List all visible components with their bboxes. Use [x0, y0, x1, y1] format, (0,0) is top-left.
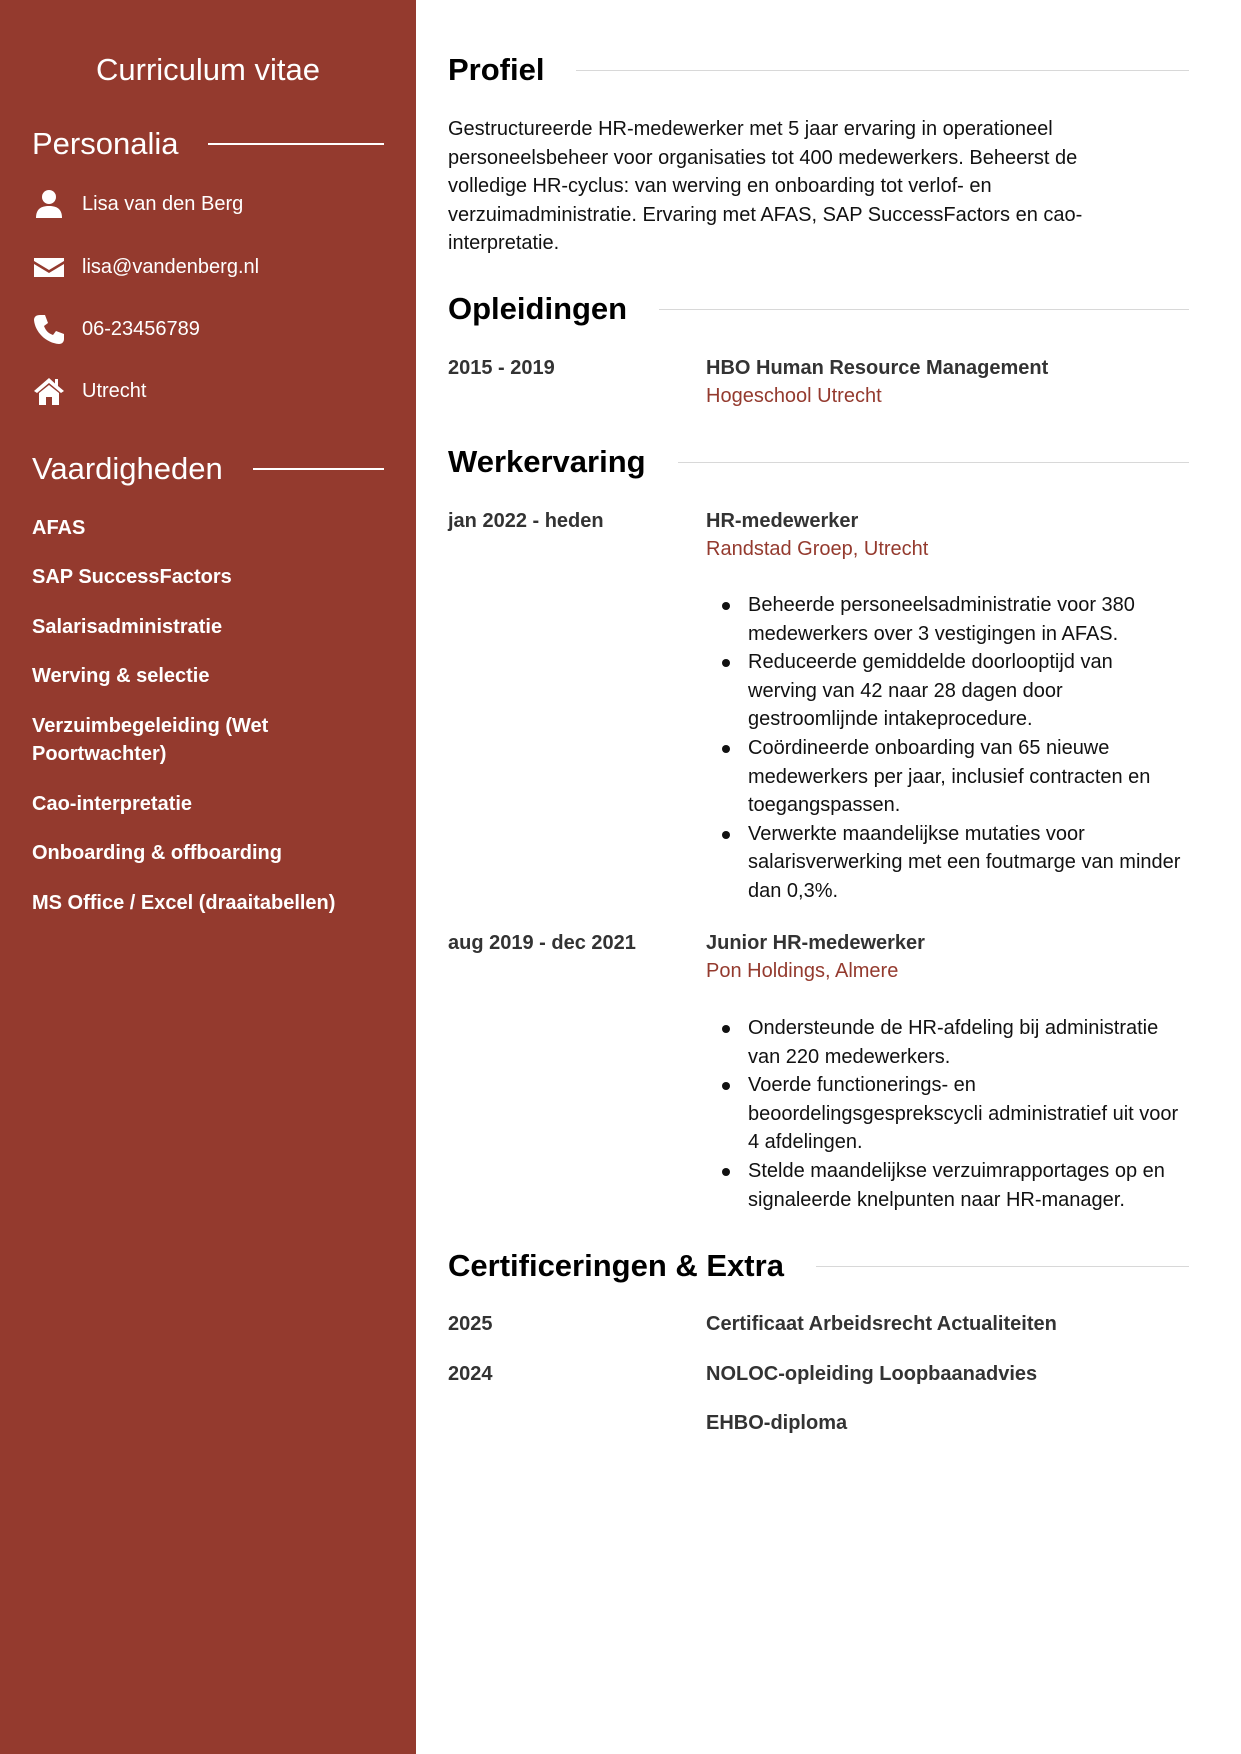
main-content — [416, 0, 1241, 1754]
education-institution: Hogeschool Utrecht — [706, 385, 882, 407]
contact-phone-text: 06-23456789 — [82, 317, 200, 340]
skill-item: Verzuimbegeleiding (Wet Poortwachter) — [32, 715, 269, 765]
list-item: Voerde functionerings- en beoordelingsgesprekscycli administratief uit voor 4 afdelingen. — [706, 1071, 1186, 1157]
divider — [678, 462, 1189, 463]
experience-heading — [448, 444, 1189, 480]
certification-year: 2024 — [448, 1363, 493, 1385]
skill-item: MS Office / Excel (draaitabellen) — [32, 892, 336, 914]
personalia-heading-label: Personalia — [32, 126, 179, 161]
job-bullets — [706, 1014, 1186, 1214]
job-bullets — [706, 591, 1186, 906]
education-heading — [448, 291, 1189, 327]
personalia-heading — [32, 126, 384, 162]
profile-heading-label: Profiel — [448, 52, 545, 87]
job-company: Randstad Groep, Utrecht — [706, 538, 929, 560]
education-period: 2015 - 2019 — [448, 357, 555, 379]
sidebar — [0, 0, 416, 1754]
contact-name-text: Lisa van den Berg — [82, 192, 244, 215]
contact-email-text: lisa@vandenberg.nl — [82, 255, 260, 278]
list-item: Verwerkte maandelijkse mutaties voor salarisverwerking met een foutmarge van minder dan 0,3%. — [706, 820, 1186, 906]
list-item: Coördineerde onboarding van 65 nieuwe medewerkers per jaar, inclusief contracten en toegangspassen. — [706, 734, 1186, 820]
profile-text: Gestructureerde HR-medewerker met 5 jaar ervaring in operationeel personeelsbeheer voor organisaties tot 400 medewerkers. Beheerst de volledige HR-cyclus: van werving en onboarding tot verlof- en verzuimadministratie. Ervaring met AFAS, SAP SuccessFactors en cao-interpretatie. — [448, 118, 1083, 254]
divider — [659, 309, 1189, 310]
experience-heading-label: Werkervaring — [448, 444, 646, 479]
user-icon — [32, 187, 66, 221]
skill-item: AFAS — [32, 517, 86, 539]
certification-title: NOLOC-opleiding Loopbaanadvies — [706, 1363, 1038, 1385]
phone-icon — [32, 312, 66, 346]
profile-heading — [448, 52, 1189, 88]
certification-title: EHBO-diploma — [706, 1412, 848, 1434]
list-item: Ondersteunde de HR-afdeling bij administratie van 220 medewerkers. — [706, 1014, 1186, 1071]
list-item: Reduceerde gemiddelde doorlooptijd van werving van 42 naar 28 dagen door gestroomlijnde intakeprocedure. — [706, 648, 1186, 734]
job-company: Pon Holdings, Almere — [706, 960, 899, 982]
skills-heading-label: Vaardigheden — [32, 451, 223, 486]
contact-email — [32, 250, 259, 284]
education-title: HBO Human Resource Management — [706, 357, 1049, 379]
envelope-icon — [32, 250, 66, 284]
job-period: jan 2022 - heden — [448, 510, 604, 532]
contact-city-text: Utrecht — [82, 379, 147, 402]
divider — [253, 468, 384, 470]
certifications-heading — [448, 1248, 1189, 1284]
skill-item: Cao-interpretatie — [32, 793, 193, 815]
divider — [816, 1266, 1189, 1267]
skill-item: Werving & selectie — [32, 665, 210, 687]
skill-item: SAP SuccessFactors — [32, 566, 232, 588]
job-title: HR-medewerker — [706, 510, 859, 532]
certifications-heading-label: Certificeringen & Extra — [448, 1248, 784, 1283]
certification-title: Certificaat Arbeidsrecht Actualiteiten — [706, 1313, 1057, 1335]
skill-item: Onboarding & offboarding — [32, 842, 282, 864]
divider — [576, 70, 1189, 71]
contact-name — [32, 187, 243, 221]
contact-phone — [32, 312, 200, 346]
certification-year: 2025 — [448, 1313, 493, 1335]
list-item: Stelde maandelijkse verzuimrapportages op en signaleerde knelpunten naar HR-manager. — [706, 1157, 1186, 1214]
skill-item: Salarisadministratie — [32, 616, 223, 638]
job-title: Junior HR-medewerker — [706, 932, 925, 954]
contact-city — [32, 374, 146, 408]
divider — [208, 143, 384, 145]
home-icon — [32, 374, 66, 408]
cv-title: Curriculum vitae — [96, 52, 320, 87]
education-heading-label: Opleidingen — [448, 291, 628, 326]
list-item: Beheerde personeelsadministratie voor 380 medewerkers over 3 vestigingen in AFAS. — [706, 591, 1186, 648]
job-period: aug 2019 - dec 2021 — [448, 932, 636, 954]
skills-heading — [32, 451, 384, 487]
